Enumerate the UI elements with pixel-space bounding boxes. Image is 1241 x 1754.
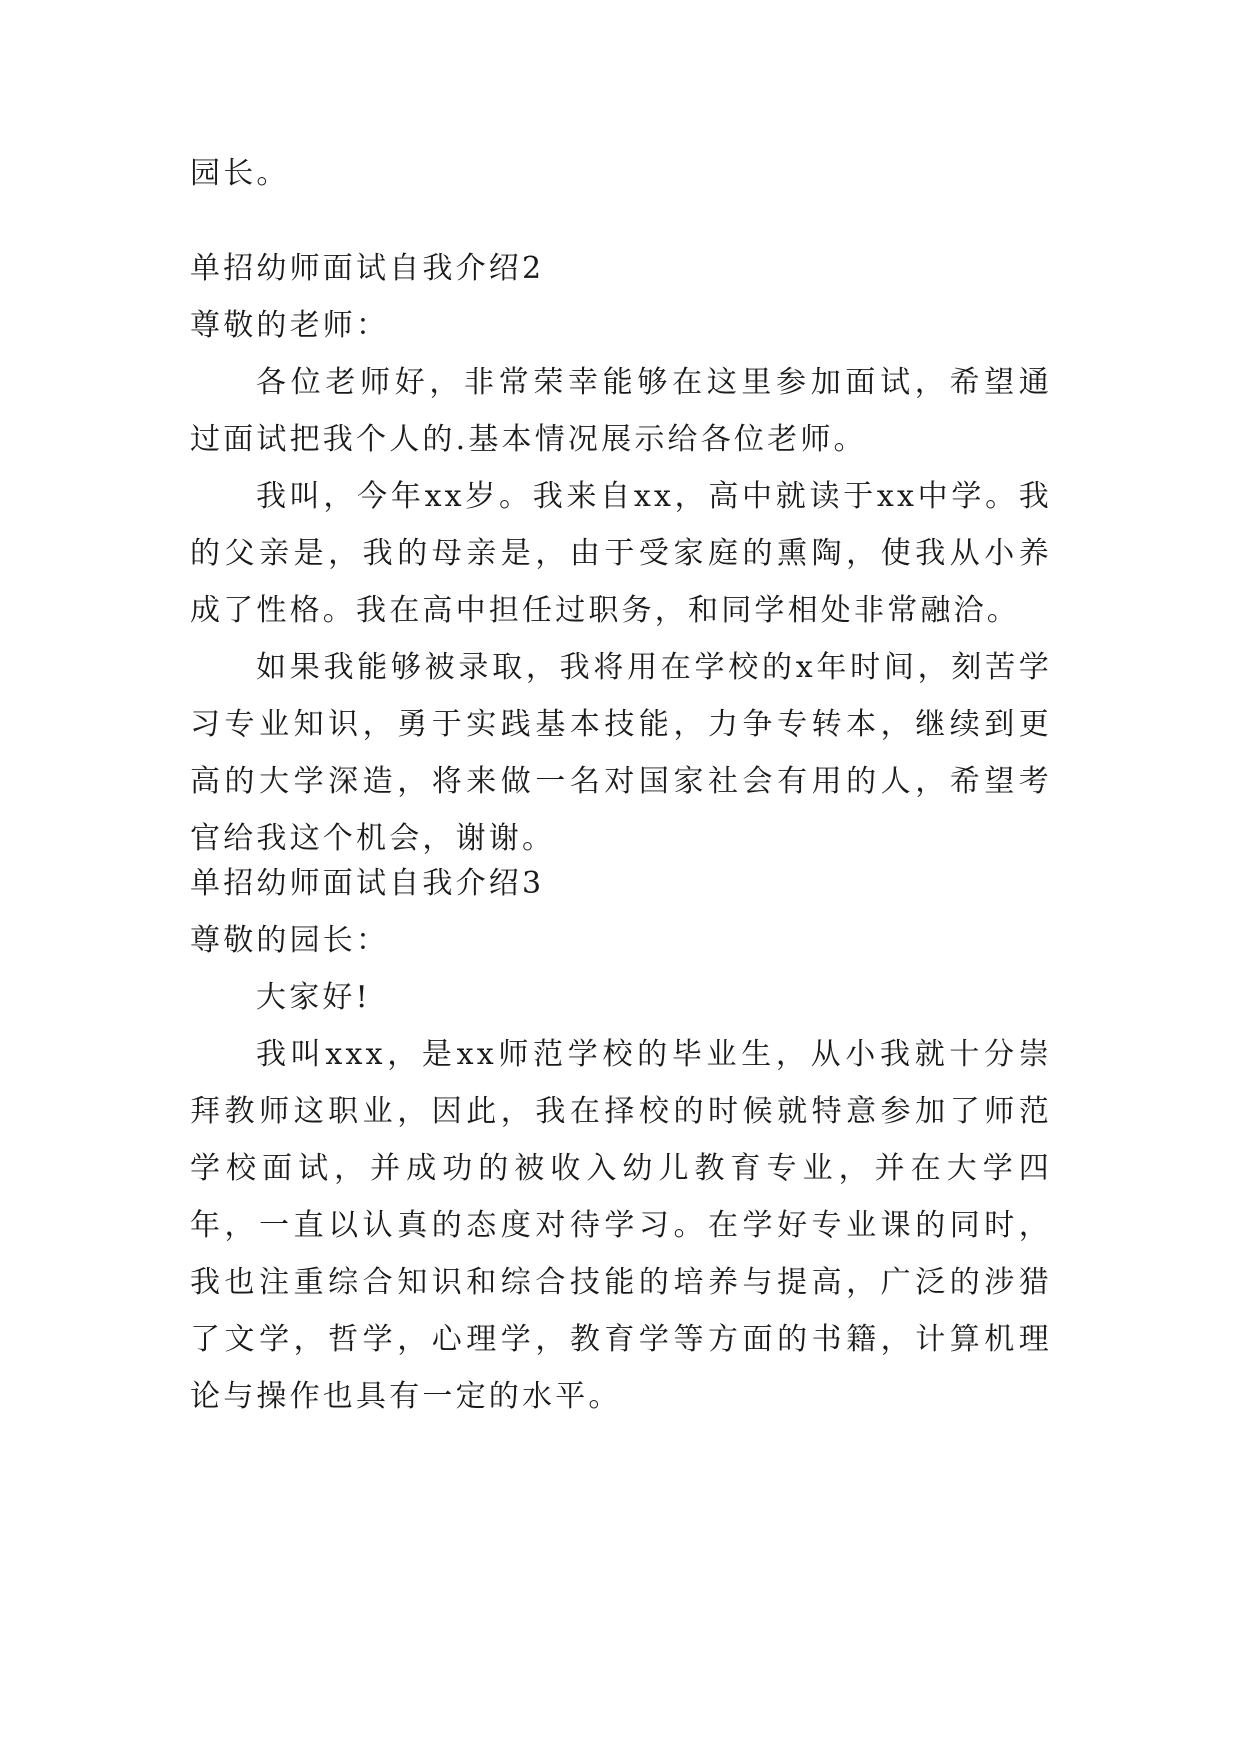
section-2-paragraph-1: 各位老师好，非常荣幸能够在这里参加面试，希望通过面试把我个人的.基本情况展示给各位老师。	[190, 365, 1052, 457]
section-3-greeting: 大家好!	[256, 980, 371, 1015]
section-2-salutation: 尊敬的老师：	[190, 308, 390, 343]
section-2-paragraph-3: 如果我能够被录取，我将用在学校的x年时间，刻苦学习专业知识，勇于实践基本技能，力争专转本，继续到更高的大学深造，将来做一名对国家社会有用的人，希望考官给我这个机会，谢谢。	[190, 650, 1052, 856]
section-1-closing	[190, 145, 1052, 202]
section-3-paragraph-1: 我叫xxx，是xx师范学校的毕业生，从小我就十分崇拜教师这职业，因此，我在择校的时候就特意参加了师范学校面试，并成功的被收入幼儿教育专业，并在大学四年，一直以认真的态度对待学习。在学好专业课的同时，我也注重综合知识和综合技能的培养与提高，广泛的涉猎了文学，哲学，心理学，教育学等方面的书籍，计算机理论与操作也具有一定的水平。	[190, 1037, 1052, 1414]
section-2-heading: 单招幼师面试自我介绍2	[190, 251, 545, 286]
section-3-salutation: 尊敬的园长：	[190, 923, 390, 958]
section-3-heading: 单招幼师面试自我介绍3	[190, 866, 545, 901]
section-2-paragraph-2: 我叫，今年xx岁。我来自xx，高中就读于xx中学。我的父亲是，我的母亲是，由于受家庭的熏陶，使我从小养成了性格。我在高中担任过职务，和同学相处非常融洽。	[190, 479, 1052, 628]
section-3	[190, 855, 1052, 1425]
section-2	[190, 240, 1052, 867]
closing-line: 园长。	[190, 156, 290, 191]
